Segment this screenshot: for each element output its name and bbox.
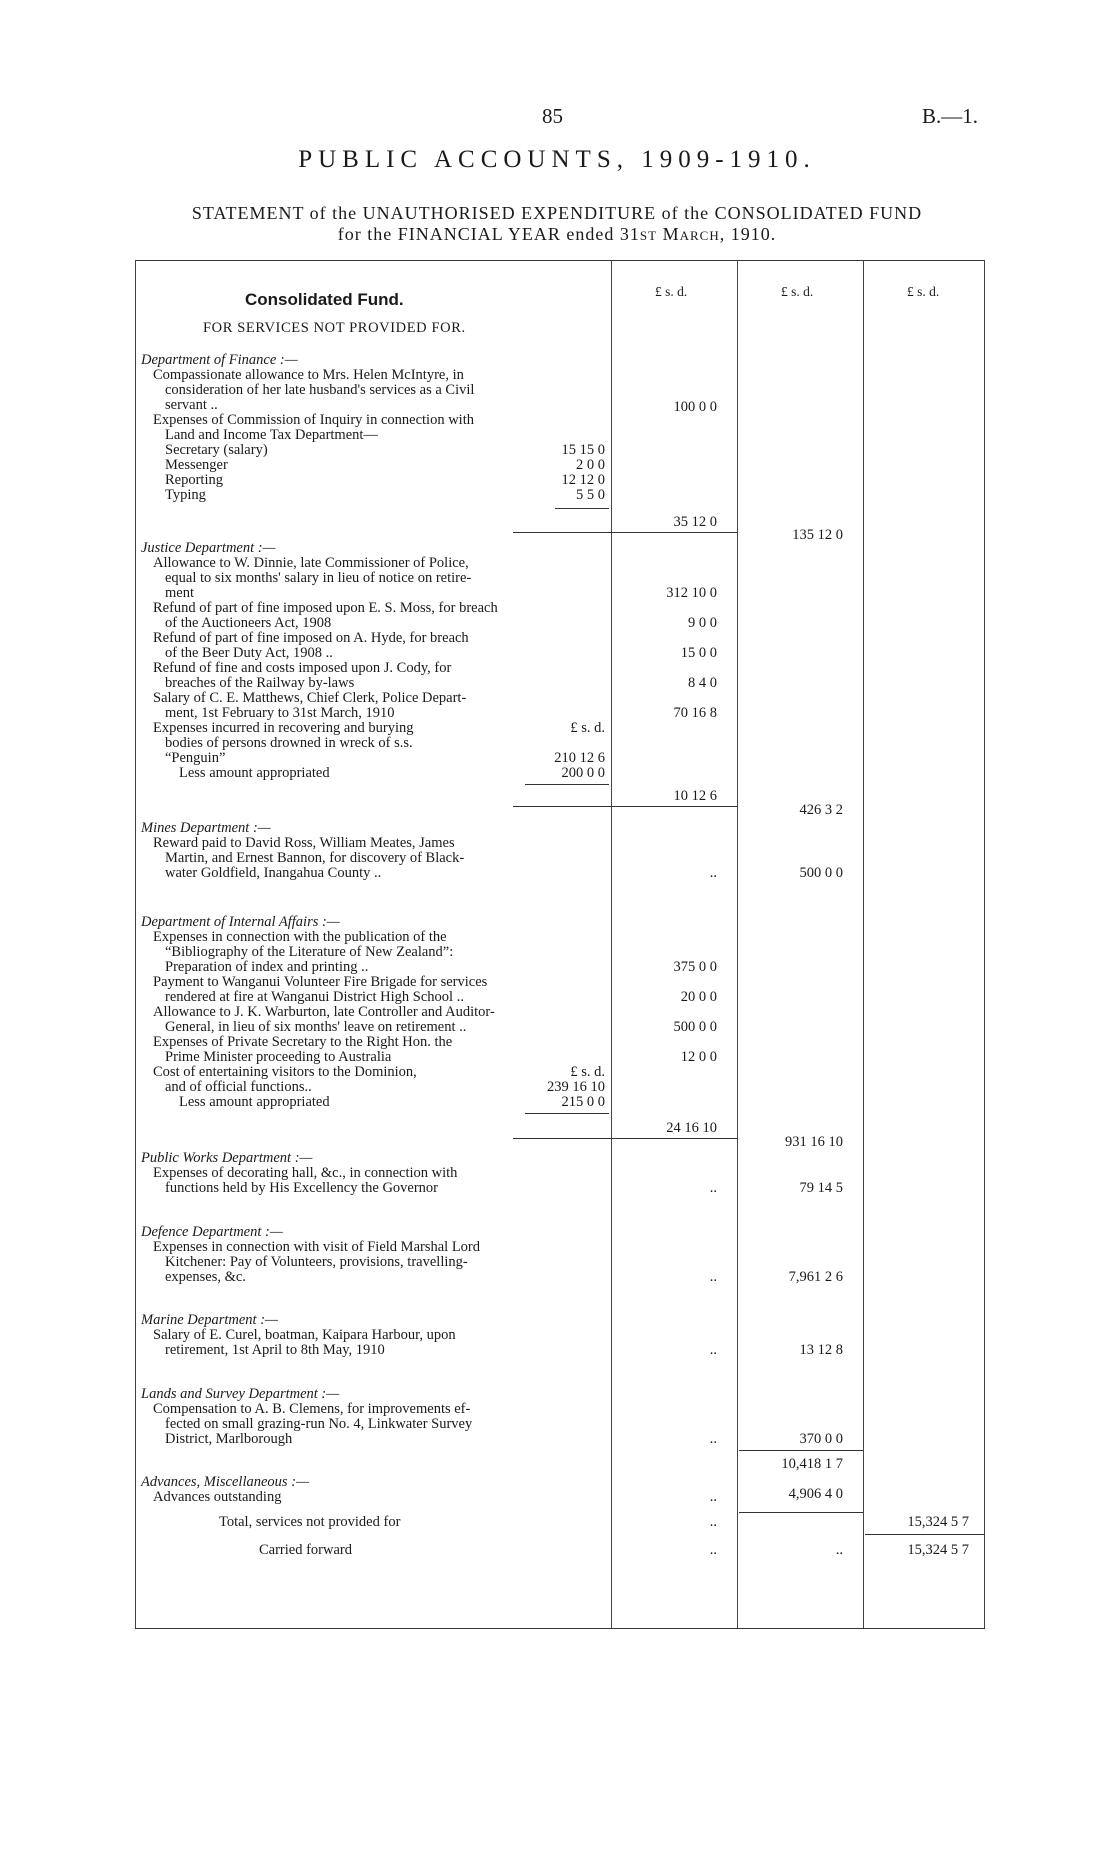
justice-amount: 15 0 0 [680, 645, 717, 661]
rule [739, 1512, 863, 1513]
lands-line: Compensation to A. B. Clemens, for improvements ef- [153, 1401, 471, 1417]
finance-line: servant .. [165, 397, 218, 413]
lands-line: District, Marlborough [165, 1431, 293, 1447]
advances-dots: .. [709, 1489, 717, 1505]
rule [739, 1450, 863, 1451]
column-rule-3 [863, 260, 864, 1628]
marine-line: Salary of E. Curel, boatman, Kaipara Harbour, upon [153, 1327, 456, 1343]
defence-line: Kitchener: Pay of Volunteers, provisions, travelling- [165, 1254, 468, 1270]
dept-public-works-heading: Public Works Department :— [141, 1150, 313, 1166]
internal-line: Payment to Wanganui Volunteer Fire Brigade for services [153, 974, 488, 990]
defence-line: Expenses in connection with visit of Field Marshal Lord [153, 1239, 481, 1255]
justice-line: equal to six months' salary in lieu of notice on retire- [165, 570, 472, 586]
justice-line: ment, 1st February to 31st March, 1910 [165, 705, 395, 721]
rule [513, 1138, 737, 1139]
carried-dots-2: .. [835, 1542, 843, 1558]
internal-line: rendered at fire at Wanganui District High School .. [165, 989, 464, 1005]
internal-sub-header: £ s. d. [570, 1064, 605, 1080]
dept-advances-heading: Advances, Miscellaneous :— [141, 1474, 309, 1490]
finance-item-amount: 2 0 0 [576, 457, 605, 473]
justice-sub-header: £ s. d. [570, 720, 605, 736]
finance-line: Land and Income Tax Department— [165, 427, 378, 443]
justice-line: Refund of part of fine imposed upon E. S. Moss, for breach [153, 600, 498, 616]
rule [865, 1534, 985, 1535]
finance-line: Compassionate allowance to Mrs. Helen McIntyre, in [153, 367, 464, 383]
justice-line: Allowance to W. Dinnie, late Commissioner of Police, [153, 555, 469, 571]
carried-forward-label: Carried forward [259, 1542, 352, 1558]
page-number: 85 [542, 104, 563, 128]
statement-line-1: STATEMENT of the UNAUTHORISED EXPENDITURE of the CONSOLIDATED FUND [191, 203, 923, 223]
internal-line: Expenses of Private Secretary to the Right Hon. the [153, 1034, 453, 1050]
justice-line: Less amount appropriated [179, 765, 330, 781]
internal-net: 24 16 10 [666, 1120, 717, 1136]
column-rule-2 [737, 260, 738, 1628]
column-rule-1 [611, 260, 612, 1628]
dept-defence-heading: Defence Department :— [141, 1224, 283, 1240]
rule [525, 1113, 609, 1114]
col-header-3: £ s. d. [907, 284, 940, 299]
statement-line-2-part-b: st [639, 224, 658, 244]
total-label: Total, services not provided for [219, 1514, 401, 1530]
justice-line: ment [165, 585, 194, 601]
marine-amount: 13 12 8 [799, 1342, 843, 1358]
col-header-1: £ s. d. [655, 284, 688, 299]
table-right-rule [984, 260, 985, 1628]
internal-line: General, in lieu of six months' leave on retirement .. [165, 1019, 467, 1035]
defence-dots: .. [709, 1269, 717, 1285]
lands-subtotal: 10,418 1 7 [781, 1456, 843, 1472]
justice-amount: 70 16 8 [673, 705, 717, 721]
justice-line: Expenses incurred in recovering and burying [153, 720, 414, 736]
internal-line: “Bibliography of the Literature of New Zealand”: [165, 944, 454, 960]
table-left-rule [135, 260, 136, 1628]
marine-dots: .. [709, 1342, 717, 1358]
finance-item-label: Secretary (salary) [165, 442, 268, 458]
justice-dept-total: 426 3 2 [799, 802, 843, 818]
internal-line: Prime Minister proceeding to Australia [165, 1049, 392, 1065]
finance-line: Expenses of Commission of Inquiry in connection with [153, 412, 474, 428]
internal-dept-total: 931 16 10 [785, 1134, 843, 1150]
justice-line: bodies of persons drowned in wreck of s.s. [165, 735, 413, 751]
dept-marine-heading: Marine Department :— [141, 1312, 278, 1328]
table-bottom-rule [135, 1628, 985, 1629]
internal-line: and of official functions.. [165, 1079, 312, 1095]
lands-amount: 370 0 0 [799, 1431, 843, 1447]
lands-dots: .. [709, 1431, 717, 1447]
dept-mines-heading: Mines Department :— [141, 820, 271, 836]
statement-line-2-part-d: , 1910. [719, 224, 777, 244]
fund-title: Consolidated Fund. [245, 290, 404, 309]
justice-amount: 8 4 0 [688, 675, 717, 691]
justice-line: Refund of fine and costs imposed upon J. Cody, for [153, 660, 452, 676]
finance-item-label: Messenger [165, 457, 228, 473]
internal-amount: 500 0 0 [673, 1019, 717, 1035]
mines-line: water Goldfield, Inangahua County .. [165, 865, 382, 881]
statement-line-2-part-a: for the FINANCIAL YEAR ended 31 [337, 224, 640, 244]
finance-item-label: Typing [165, 487, 206, 503]
internal-amount: 375 0 0 [673, 959, 717, 975]
lands-line: fected on small grazing-run No. 4, Linkwater Survey [165, 1416, 473, 1432]
defence-line: expenses, &c. [165, 1269, 246, 1285]
dept-internal-affairs-heading: Department of Internal Affairs :— [141, 914, 340, 930]
internal-amount: 20 0 0 [680, 989, 717, 1005]
justice-sub-amount: 210 12 6 [554, 750, 605, 766]
justice-line: Refund of part of fine imposed on A. Hyde, for breach [153, 630, 469, 646]
rule [513, 806, 737, 807]
justice-line: of the Auctioneers Act, 1908 [165, 615, 332, 631]
dept-justice-heading: Justice Department :— [141, 540, 276, 556]
finance-dept-total: 135 12 0 [792, 527, 843, 543]
mines-amount: 500 0 0 [799, 865, 843, 881]
internal-amount: 12 0 0 [680, 1049, 717, 1065]
public-works-dots: .. [709, 1180, 717, 1196]
advances-line: Advances outstanding [153, 1489, 282, 1505]
mines-dots: .. [709, 865, 717, 881]
dept-finance-heading: Department of Finance :— [141, 352, 298, 368]
statement-line-2-part-c: March [657, 224, 720, 244]
public-works-line: functions held by His Excellency the Governor [165, 1180, 439, 1196]
internal-sub-amount: 239 16 10 [547, 1079, 605, 1095]
internal-line: Less amount appropriated [179, 1094, 330, 1110]
internal-line: Expenses in connection with the publication of the [153, 929, 447, 945]
mines-line: Reward paid to David Ross, William Meates, James [153, 835, 455, 851]
justice-amount: 312 10 0 [666, 585, 717, 601]
justice-line: “Penguin” [165, 750, 226, 766]
justice-line: breaches of the Railway by-laws [165, 675, 355, 691]
public-works-line: Expenses of decorating hall, &c., in connection with [153, 1165, 458, 1181]
col-header-2: £ s. d. [781, 284, 814, 299]
advances-amount: 4,906 4 0 [788, 1486, 843, 1502]
expenditure-table [135, 260, 985, 1630]
table-top-rule [135, 260, 985, 261]
finance-amount: 100 0 0 [673, 399, 717, 415]
carried-forward-amount: 15,324 5 7 [907, 1542, 969, 1558]
public-works-amount: 79 14 5 [799, 1180, 843, 1196]
finance-item-amount: 12 12 0 [561, 472, 605, 488]
internal-line: Allowance to J. K. Warburton, late Controller and Auditor- [153, 1004, 495, 1020]
internal-line: Preparation of index and printing .. [165, 959, 369, 975]
subtitle: FOR SERVICES NOT PROVIDED FOR. [203, 320, 466, 336]
finance-line: consideration of her late husband's services as a Civil [165, 382, 475, 398]
justice-net: 10 12 6 [673, 788, 717, 804]
finance-commission-total: 35 12 0 [673, 514, 717, 530]
rule [555, 508, 609, 509]
internal-line: Cost of entertaining visitors to the Dominion, [153, 1064, 417, 1080]
statement-line-2 [0, 224, 1114, 245]
dept-lands-survey-heading: Lands and Survey Department :— [141, 1386, 340, 1402]
total-dots: .. [709, 1514, 717, 1530]
total-amount: 15,324 5 7 [907, 1514, 969, 1530]
mines-line: Martin, and Ernest Bannon, for discovery of Black- [165, 850, 465, 866]
justice-sub-amount: 200 0 0 [561, 765, 605, 781]
marine-line: retirement, 1st April to 8th May, 1910 [165, 1342, 385, 1358]
finance-item-amount: 15 15 0 [561, 442, 605, 458]
justice-line: of the Beer Duty Act, 1908 .. [165, 645, 333, 661]
justice-line: Salary of C. E. Matthews, Chief Clerk, Police Depart- [153, 690, 467, 706]
document-reference: B.—1. [922, 104, 979, 128]
internal-sub-amount: 215 0 0 [561, 1094, 605, 1110]
carried-dots: .. [709, 1542, 717, 1558]
justice-amount: 9 0 0 [688, 615, 717, 631]
finance-item-amount: 5 5 0 [576, 487, 605, 503]
finance-item-label: Reporting [165, 472, 223, 488]
rule [513, 532, 737, 533]
rule [525, 784, 609, 785]
defence-amount: 7,961 2 6 [788, 1269, 843, 1285]
page-title: PUBLIC ACCOUNTS, 1909-1910. [298, 146, 816, 173]
